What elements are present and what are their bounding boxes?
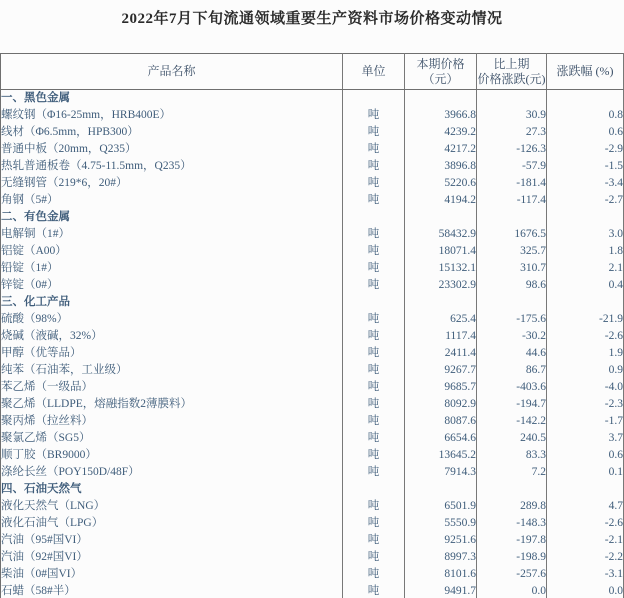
table-row [1,175,624,192]
price-change-value: -126.3 [477,141,547,158]
price-change-value: -148.3 [477,515,547,532]
price-change-value: 86.7 [477,362,547,379]
current-price-value: 4239.2 [405,124,477,141]
current-price-value: 9491.7 [405,583,477,598]
product-name: 涤纶长丝（POY150D/48F） [1,464,343,481]
current-price-value: 625.4 [405,311,477,328]
current-price-value: 58432.9 [405,226,477,243]
change-percent-value: -4.0 [547,379,624,396]
current-price-value: 8092.9 [405,396,477,413]
table-row [1,498,624,515]
section-label: 二、有色金属 [1,209,343,226]
product-name: 液化石油气（LPG） [1,515,343,532]
current-price-value: 5550.9 [405,515,477,532]
table-row [1,532,624,549]
price-change-value: -30.2 [477,328,547,345]
unit-value: 吨 [343,124,405,141]
current-price-value: 23302.9 [405,277,477,294]
price-change-value: -403.6 [477,379,547,396]
unit-value: 吨 [343,107,405,124]
product-name: 锌锭（0#） [1,277,343,294]
product-name: 硫酸（98%） [1,311,343,328]
price-change-value: 325.7 [477,243,547,260]
current-price-value: 9251.6 [405,532,477,549]
change-percent-value: 1.9 [547,345,624,362]
change-percent-value: -3.4 [547,175,624,192]
table-row [1,447,624,464]
product-name: 汽油（95#国VI） [1,532,343,549]
current-price-value: 4217.2 [405,141,477,158]
price-change-value: -197.8 [477,532,547,549]
change-percent-value: -2.9 [547,141,624,158]
table-row [1,515,624,532]
price-change-value: 7.2 [477,464,547,481]
product-name: 热轧普通板卷（4.75-11.5mm，Q235） [1,158,343,175]
current-price-value: 8997.3 [405,549,477,566]
price-change-value: 83.3 [477,447,547,464]
empty-change-cell [477,90,547,108]
current-price-value: 8101.6 [405,566,477,583]
table-row [1,345,624,362]
change-percent-value: 0.0 [547,583,624,598]
product-name: 聚乙烯（LLDPE，熔融指数2薄膜料） [1,396,343,413]
product-name: 无缝钢管（219*6，20#） [1,175,343,192]
section-row [1,294,624,311]
empty-unit-cell [343,90,405,108]
col-header-current-price [405,54,477,90]
product-name: 纯苯（石油苯，工业级） [1,362,343,379]
change-percent-value: 3.7 [547,430,624,447]
change-percent-value: -2.7 [547,192,624,209]
empty-price-cell [405,481,477,498]
page-title: 2022年7月下旬流通领域重要生产资料市场价格变动情况 [121,11,503,27]
empty-unit-cell [343,209,405,226]
col-header-pct: 涨跌幅 (%) [547,54,624,90]
change-percent-value: 1.8 [547,243,624,260]
header-row [1,54,624,90]
unit-value: 吨 [343,464,405,481]
product-name: 线材（Φ6.5mm，HPB300） [1,124,343,141]
change-percent-value: 3.0 [547,226,624,243]
section-label: 四、石油天然气 [1,481,343,498]
change-percent-value: 0.4 [547,277,624,294]
current-price-value: 3966.8 [405,107,477,124]
product-name: 电解铜（1#） [1,226,343,243]
change-percent-value: 0.6 [547,124,624,141]
table-body [1,90,624,598]
price-change-value: -181.4 [477,175,547,192]
unit-value: 吨 [343,515,405,532]
change-percent-value: -3.1 [547,566,624,583]
table-row [1,158,624,175]
section-row [1,90,624,108]
price-change-value: -57.9 [477,158,547,175]
product-name: 铅锭（1#） [1,260,343,277]
unit-value: 吨 [343,549,405,566]
product-name: 螺纹钢（Φ16-25mm，HRB400E） [1,107,343,124]
product-name: 苯乙烯（一级品） [1,379,343,396]
product-name: 普通中板（20mm，Q235） [1,141,343,158]
table-header [1,54,624,90]
change-percent-value: -2.1 [547,532,624,549]
unit-value: 吨 [343,532,405,549]
col-header-change-line2: 价格涨跌(元) [477,71,546,86]
change-percent-value: -2.6 [547,515,624,532]
price-table [0,53,624,598]
price-change-value: -175.6 [477,311,547,328]
empty-unit-cell [343,481,405,498]
unit-value: 吨 [343,396,405,413]
table-row [1,277,624,294]
change-percent-value: 0.8 [547,107,624,124]
price-change-value: 27.3 [477,124,547,141]
unit-value: 吨 [343,345,405,362]
col-header-change-line1: 比上期 [493,56,530,71]
unit-value: 吨 [343,566,405,583]
price-change-value: 0.0 [477,583,547,598]
unit-value: 吨 [343,583,405,598]
change-percent-value: 0.1 [547,464,624,481]
price-change-value: -117.4 [477,192,547,209]
section-row [1,209,624,226]
table-row [1,226,624,243]
table-row [1,141,624,158]
unit-value: 吨 [343,192,405,209]
current-price-value: 1117.4 [405,328,477,345]
unit-value: 吨 [343,277,405,294]
change-percent-value: -1.5 [547,158,624,175]
empty-price-cell [405,90,477,108]
price-change-value: 44.6 [477,345,547,362]
price-change-value: 289.8 [477,498,547,515]
empty-change-cell [477,481,547,498]
product-name: 石蜡（58#半） [1,583,343,598]
product-name: 液化天然气（LNG） [1,498,343,515]
unit-value: 吨 [343,430,405,447]
change-percent-value: -1.7 [547,413,624,430]
current-price-value: 7914.3 [405,464,477,481]
product-name: 聚丙烯（拉丝料） [1,413,343,430]
product-name: 汽油（92#国VI） [1,549,343,566]
col-header-current-price-line2: （元） [422,71,459,86]
table-row [1,583,624,598]
table-row [1,107,624,124]
table-row [1,243,624,260]
current-price-value: 13645.2 [405,447,477,464]
current-price-value: 9685.7 [405,379,477,396]
unit-value: 吨 [343,379,405,396]
current-price-value: 2411.4 [405,345,477,362]
change-percent-value: -21.9 [547,311,624,328]
col-header-current-price-line1: 本期价格 [416,56,465,71]
current-price-value: 8087.6 [405,413,477,430]
product-name: 甲醇（优等品） [1,345,343,362]
table-row [1,362,624,379]
empty-unit-cell [343,294,405,311]
product-name: 聚氯乙烯（SG5） [1,430,343,447]
product-name: 角钢（5#） [1,192,343,209]
price-change-value: 310.7 [477,260,547,277]
col-header-unit: 单位 [343,54,405,90]
price-change-value: 30.9 [477,107,547,124]
current-price-value: 4194.2 [405,192,477,209]
table-row [1,328,624,345]
price-change-value: 240.5 [477,430,547,447]
price-change-value: 98.6 [477,277,547,294]
unit-value: 吨 [343,243,405,260]
table-row [1,396,624,413]
price-change-value: -194.7 [477,396,547,413]
change-percent-value: 4.7 [547,498,624,515]
col-header-product: 产品名称 [1,54,343,90]
table-row [1,192,624,209]
price-change-value: -198.9 [477,549,547,566]
unit-value: 吨 [343,226,405,243]
empty-pct-cell [547,209,624,226]
col-header-change [477,54,547,90]
unit-value: 吨 [343,311,405,328]
product-name: 铝锭（A00） [1,243,343,260]
current-price-value: 5220.6 [405,175,477,192]
price-change-value: -142.2 [477,413,547,430]
change-percent-value: 0.9 [547,362,624,379]
table-row [1,549,624,566]
change-percent-value: 0.6 [547,447,624,464]
current-price-value: 15132.1 [405,260,477,277]
table-row [1,124,624,141]
table-row [1,413,624,430]
product-name: 烧碱（液碱，32%） [1,328,343,345]
table-row [1,311,624,328]
table-row [1,430,624,447]
unit-value: 吨 [343,175,405,192]
unit-value: 吨 [343,447,405,464]
price-change-value: -257.6 [477,566,547,583]
product-name: 顺丁胶（BR9000） [1,447,343,464]
unit-value: 吨 [343,362,405,379]
empty-change-cell [477,294,547,311]
product-name: 柴油（0#国VI） [1,566,343,583]
table-row [1,464,624,481]
table-row [1,260,624,277]
change-percent-value: -2.3 [547,396,624,413]
empty-change-cell [477,209,547,226]
empty-price-cell [405,209,477,226]
empty-price-cell [405,294,477,311]
current-price-value: 6654.6 [405,430,477,447]
change-percent-value: 2.1 [547,260,624,277]
unit-value: 吨 [343,413,405,430]
current-price-value: 6501.9 [405,498,477,515]
unit-value: 吨 [343,141,405,158]
table-row [1,379,624,396]
unit-value: 吨 [343,260,405,277]
table-row [1,566,624,583]
change-percent-value: -2.6 [547,328,624,345]
section-label: 一、黑色金属 [1,90,343,108]
price-change-value: 1676.5 [477,226,547,243]
empty-pct-cell [547,481,624,498]
current-price-value: 18071.4 [405,243,477,260]
unit-value: 吨 [343,498,405,515]
section-row [1,481,624,498]
unit-value: 吨 [343,158,405,175]
unit-value: 吨 [343,328,405,345]
current-price-value: 3896.8 [405,158,477,175]
empty-pct-cell [547,90,624,108]
change-percent-value: -2.2 [547,549,624,566]
empty-pct-cell [547,294,624,311]
current-price-value: 9267.7 [405,362,477,379]
section-label: 三、化工产品 [1,294,343,311]
